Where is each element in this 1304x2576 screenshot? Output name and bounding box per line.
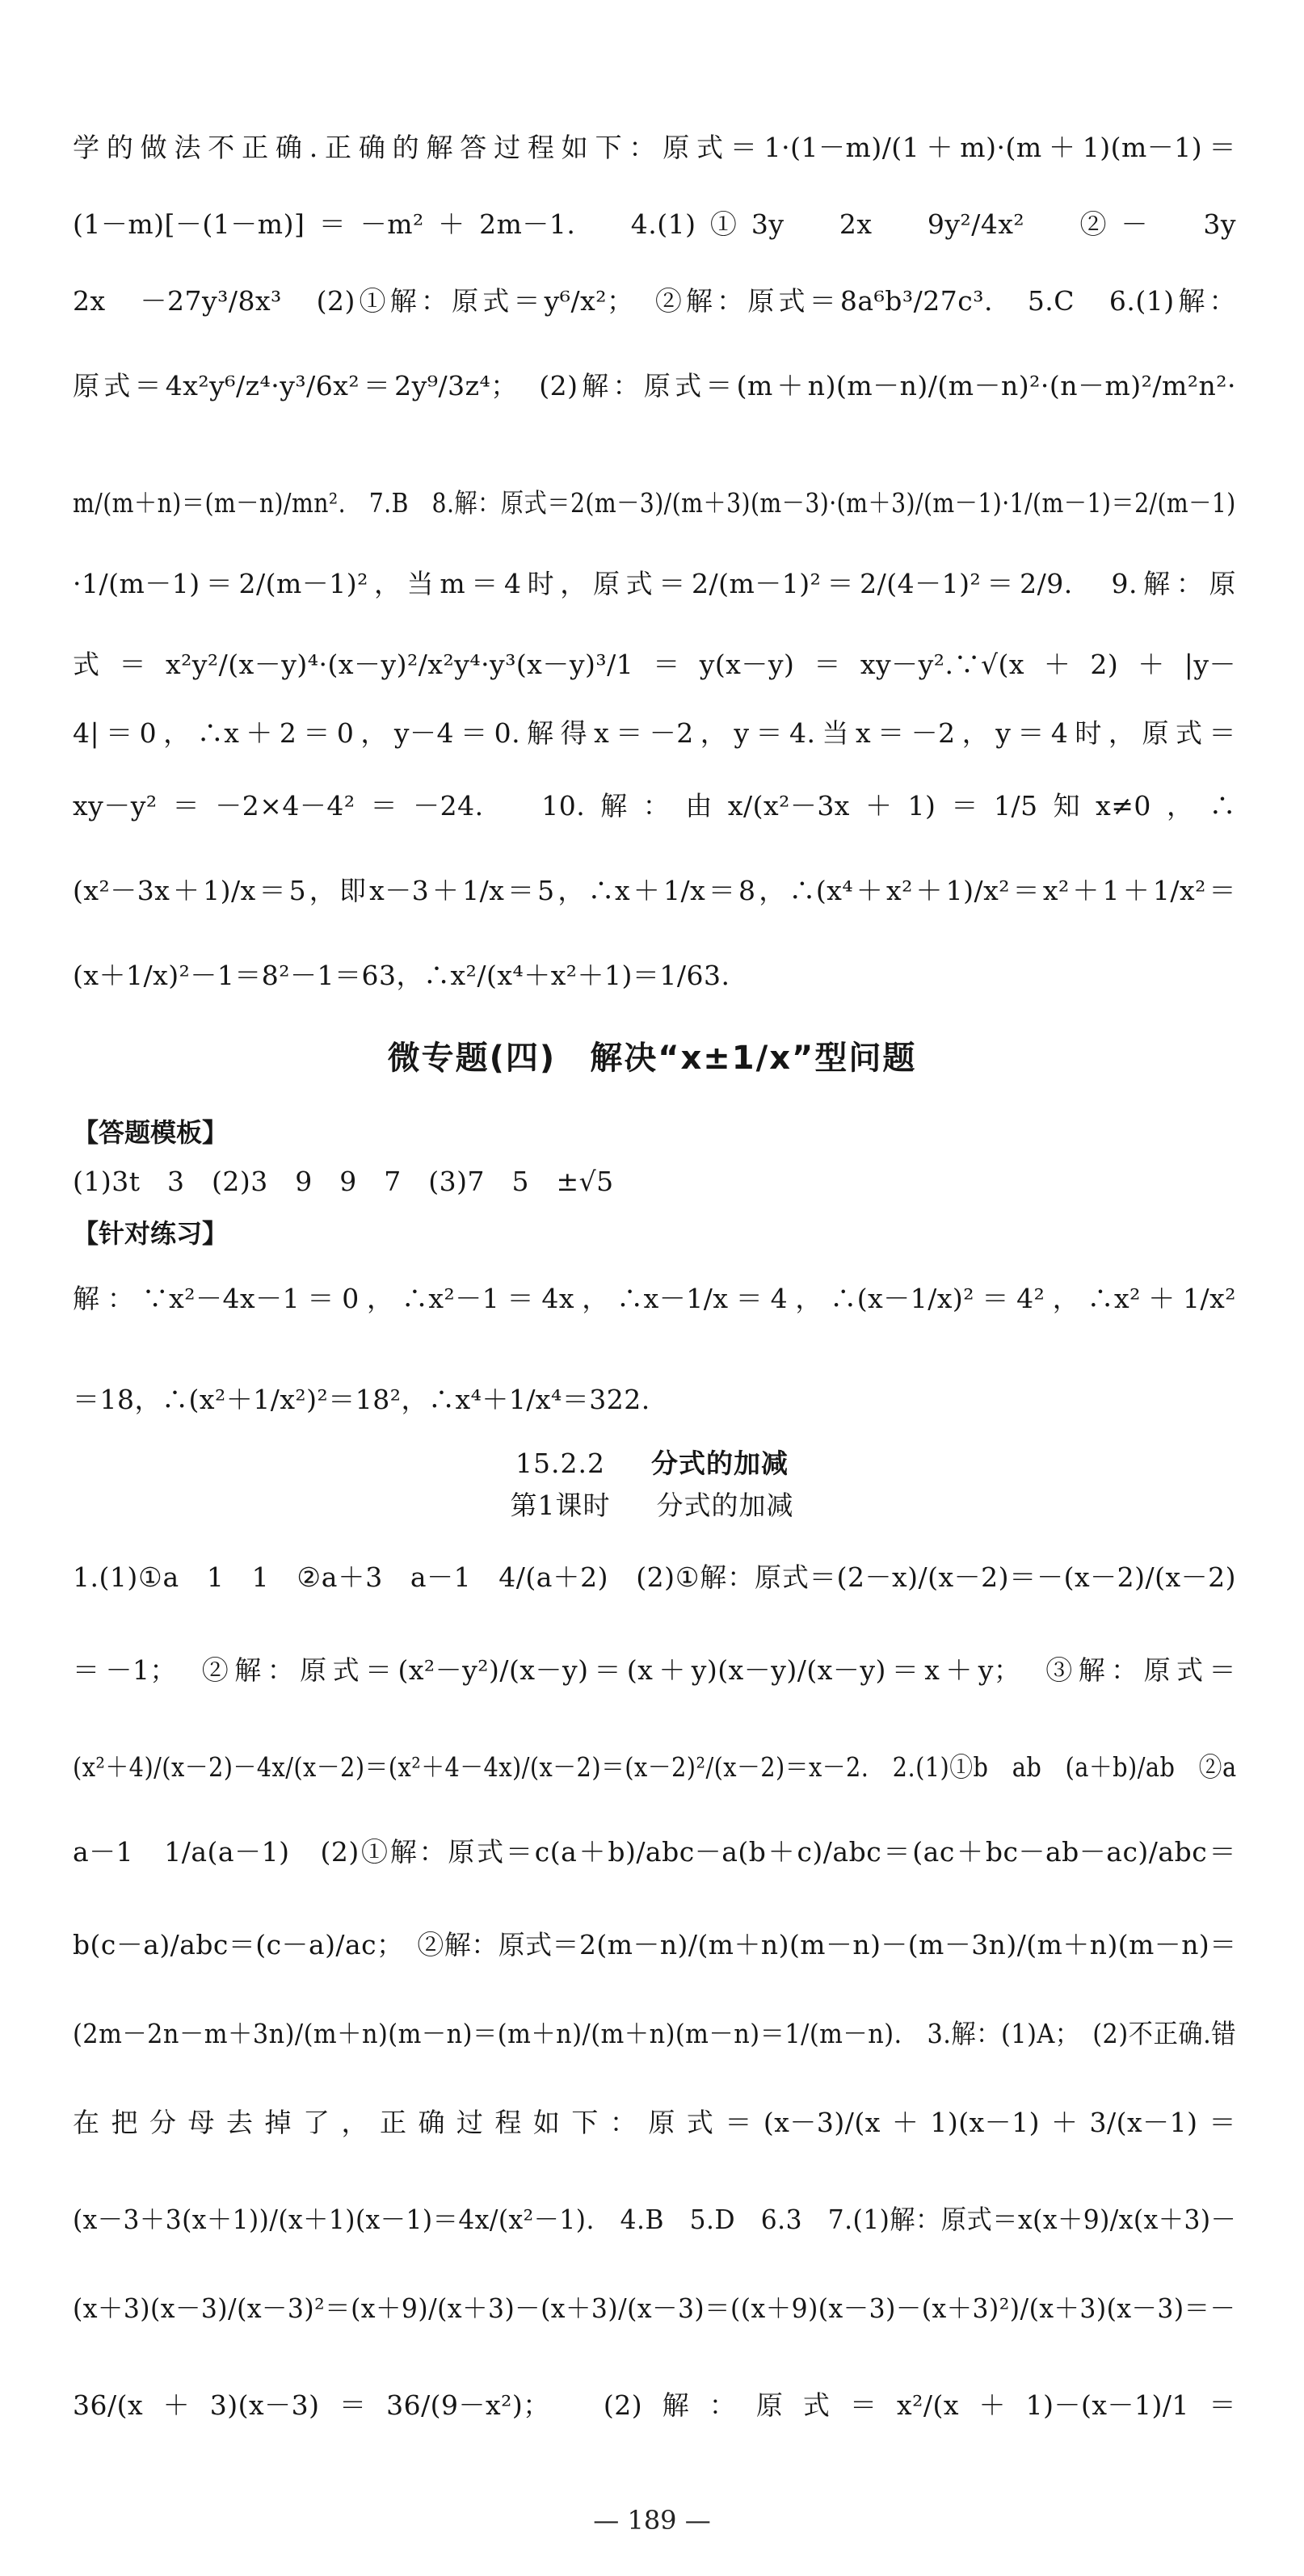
text-line: (x－3＋3(x＋1))/(x＋1)(x－1)＝4x/(x²－1). 4.B 5.D 6.3 7.(1)解：原式＝x(x＋9)/x(x＋3)－ [73, 2204, 1237, 2235]
subsection-number: 15.2.2 [515, 1448, 605, 1479]
lesson-heading [0, 1488, 1304, 1523]
text-line: (x＋1/x)²－1＝8²－1＝63，∴x²/(x⁴＋x²＋1)＝1/63. [73, 960, 730, 991]
text-line: 1.(1)①a 1 1 ②a＋3 a－1 4/(a＋2) (2)①解：原式＝(2－x)/(x－2)＝－(x－2)/(x－2) [73, 1561, 1236, 1593]
text-line: ·1/(m－1)＝2/(m－1)²，当m＝4时，原式＝2/(m－1)²＝2/(4－1)²＝2/9. 9.解：原 [73, 568, 1236, 599]
page-number: — 189 — [593, 2505, 711, 2536]
text-line: 式＝x²y²/(x－y)⁴·(x－y)²/x²y⁴·y³(x－y)³/1＝y(x－y)＝xy－y².∵√(x＋2)＋|y－ [73, 649, 1236, 680]
text-line: 36/(x＋3)(x－3)＝36/(9－x²)； (2)解：原式＝x²/(x＋1)－(x－1)/1＝ [73, 2389, 1236, 2421]
text-line: (2m－2n－m＋3n)/(m＋n)(m－n)＝(m＋n)/(m＋n)(m－n)＝1/(m－n). 3.解：(1)A； (2)不正确.错 [73, 2018, 1237, 2049]
practice-tag: 【针对练习】 [73, 1218, 229, 1249]
subsection-title: 分式的加减 [650, 1448, 789, 1479]
text-line: 在把分母去掉了，正确过程如下：原式＝(x－3)/(x＋1)(x－1)＋3/(x－1)＝ [73, 2107, 1236, 2138]
text-line: m/(m＋n)＝(m－n)/mn². 7.B 8.解：原式＝2(m－3)/(m＋3)(m－3)·(m＋3)/(m－1)·1/(m－1)＝2/(m－1) [73, 487, 1236, 519]
text-line: b(c－a)/abc＝(c－a)/ac； ②解：原式＝2(m－n)/(m＋n)(m－n)－(m－3n)/(m＋n)(m－n)＝ [73, 1929, 1237, 1960]
text-line: (1－m)[－(1－m)]＝－m²＋2m－1. 4.(1)①3y 2x 9y²/4x² ②－ 3y [73, 208, 1236, 240]
lesson-number: 第1课时 [510, 1490, 611, 1521]
section-title: 微专题(四) 解决“x±1/x”型问题 [387, 1040, 917, 1077]
text-line: 4|＝0，∴x＋2＝0，y－4＝0.解得x＝－2，y＝4.当x＝－2，y＝4时，原式＝ [73, 717, 1236, 749]
practice-line: 解：∵x²－4x－1＝0，∴x²－1＝4x，∴x－1/x＝4，∴(x－1/x)²＝4²，∴x²＋1/x² [73, 1283, 1236, 1314]
text-line: (x＋3)(x－3)/(x－3)²＝(x＋9)/(x＋3)－(x＋3)/(x－3)＝((x＋9)(x－3)－(x＋3)²)/(x＋3)(x－3)＝－ [73, 2292, 1236, 2324]
text-line: 原式＝4x²y⁶/z⁴·y³/6x²＝2y⁹/3z⁴； (2)解：原式＝(m＋n)(m－n)/(m－n)²·(n－m)²/m²n²· [73, 370, 1236, 401]
text-line: 学的做法不正确.正确的解答过程如下：原式＝1·(1－m)/(1＋m)·(m＋1)(m－1)＝ [73, 132, 1236, 163]
text-line: (x²＋4)/(x－2)－4x/(x－2)＝(x²＋4－4x)/(x－2)＝(x－2)²/(x－2)＝x－2. 2.(1)①b ab (a＋b)/ab ②a [73, 1751, 1237, 1783]
practice-line: ＝18，∴(x²＋1/x²)²＝18²，∴x⁴＋1/x⁴＝322. [73, 1384, 650, 1415]
text-line: (x²－3x＋1)/x＝5，即x－3＋1/x＝5，∴x＋1/x＝8，∴(x⁴＋x²＋1)/x²＝x²＋1＋1/x²＝ [73, 875, 1236, 906]
text-line: ＝－1； ②解：原式＝(x²－y²)/(x－y)＝(x＋y)(x－y)/(x－y)＝x＋y； ③解：原式＝ [73, 1654, 1236, 1686]
text-line: 2x －27y³/8x³ (2)①解：原式＝y⁶/x²； ②解：原式＝8a⁶b³/27c³. 5.C 6.(1)解： [73, 285, 1236, 317]
template-tag: 【答题模板】 [73, 1117, 229, 1148]
text-line: xy－y²＝－2×4－4²＝－24. 10.解：由x/(x²－3x＋1)＝1/5知x≠0，∴ [73, 790, 1236, 822]
text-line: a－1 1/a(a－1) (2)①解：原式＝c(a＋b)/abc－a(b＋c)/abc＝(ac＋bc－ab－ac)/abc＝ [73, 1836, 1236, 1868]
template-answer: (1)3t 3 (2)3 9 9 7 (3)7 5 ±√5 [73, 1166, 614, 1197]
lesson-title: 分式的加减 [656, 1490, 794, 1521]
subsection-heading [0, 1446, 1304, 1481]
